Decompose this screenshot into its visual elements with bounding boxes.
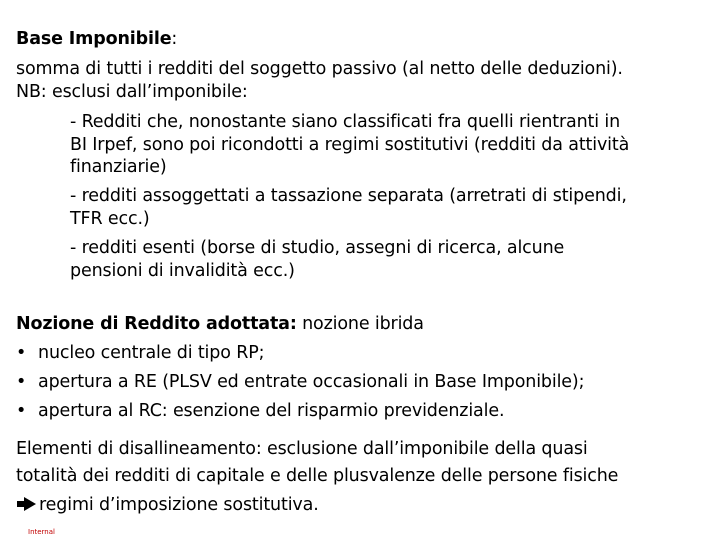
bullet-item	[16, 371, 584, 393]
nb-exclusions-intro: NB: esclusi dall’imponibile:	[16, 82, 248, 102]
bullet-item	[16, 342, 264, 364]
base-imponibile-title: Base Imponibile	[16, 29, 172, 49]
exclusion-line-5: TFR ecc.)	[70, 209, 150, 229]
right-arrow-icon	[24, 497, 36, 511]
exclusion-line-1: - Redditi che, nonostante siano classificati fra quelli rientranti in	[70, 112, 621, 132]
base-imponibile-colon: :	[171, 29, 178, 49]
exclusion-line-4: - redditi assoggettati a tassazione separata (arretrati di stipendi,	[70, 186, 627, 206]
classification-label: Internal	[28, 528, 55, 536]
disallineamento-line-3	[16, 494, 319, 516]
regimi-text: regimi d’imposizione sostitutiva.	[39, 495, 319, 515]
nozione-reddito-value: nozione ibrida	[296, 314, 424, 334]
bullet-glyph: •	[16, 401, 27, 421]
disallineamento-line-2: totalità dei redditi di capitale e delle plusvalenze delle persone fisiche	[16, 466, 619, 486]
nozione-reddito-heading	[16, 313, 424, 335]
disallineamento-line-1: Elementi di disallineamento: esclusione dall’imponibile della quasi	[16, 439, 588, 459]
base-imponibile-heading	[16, 28, 177, 50]
exclusion-line-3: finanziarie)	[70, 157, 167, 177]
bullet-item	[16, 400, 504, 422]
bullet-text: nucleo centrale di tipo RP;	[38, 343, 265, 363]
base-imponibile-definition: somma di tutti i redditi del soggetto passivo (al netto delle deduzioni).	[16, 59, 623, 79]
bullet-glyph: •	[16, 343, 27, 363]
exclusion-line-7: pensioni di invalidità ecc.)	[70, 261, 295, 281]
nozione-reddito-title: Nozione di Reddito adottata:	[16, 314, 297, 334]
exclusion-line-6: - redditi esenti (borse di studio, assegni di ricerca, alcune	[70, 238, 565, 258]
bullet-text: apertura a RE (PLSV ed entrate occasionali in Base Imponibile);	[38, 372, 585, 392]
exclusion-line-2: BI Irpef, sono poi ricondotti a regimi sostitutivi (redditi da attività	[70, 135, 630, 155]
bullet-glyph: •	[16, 372, 27, 392]
bullet-text: apertura al RC: esenzione del risparmio previdenziale.	[38, 401, 505, 421]
